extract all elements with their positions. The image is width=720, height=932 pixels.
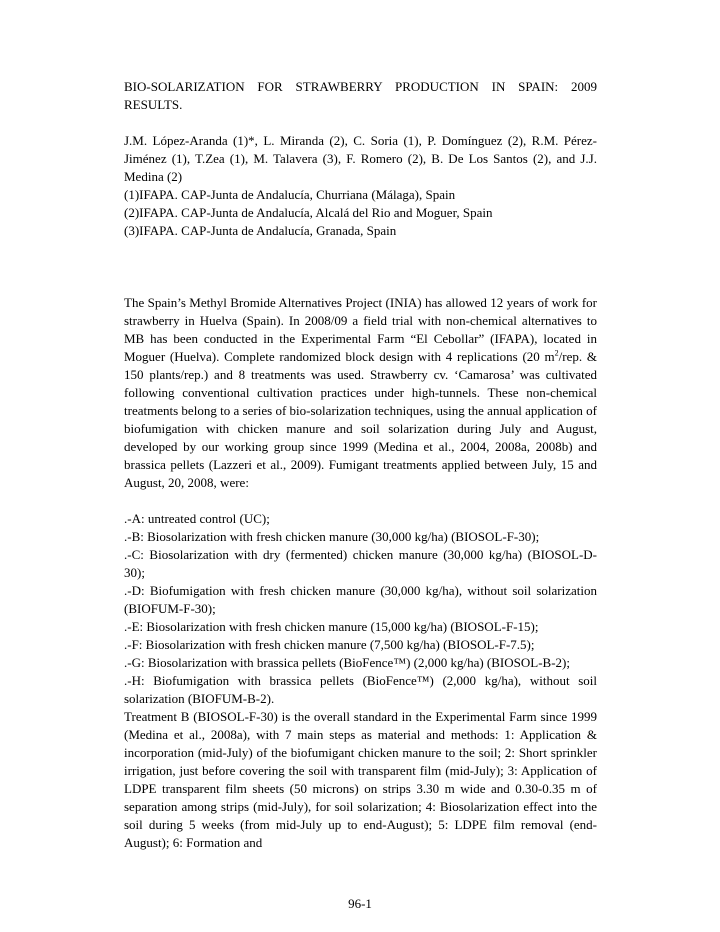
- treatment-g: .-G: Biosolarization with brassica pellets (BioFence™) (2,000 kg/ha) (BIOSOL-B-2);: [124, 655, 570, 670]
- paper-body: [124, 78, 597, 852]
- intro-text-end: /rep. & 150 plants/rep.) and 8 treatments was used. Strawberry cv. ‘Camarosa’ was cultivated following conventional cultivation practices under high-tunnels. These non-chemical treatments belong to a series of bio-solarization techniques, using the annual application of biofumigation with chicken manure and soil solarization during July and August, developed by our working group since 1999 (Medina et al., 2004, 2008a, 2008b) and brassica pellets (Lazzeri et al., 2009). Fumigant treatments applied between July, 15 and August, 20, 2008, were:: [124, 349, 597, 490]
- abstract: [124, 294, 597, 852]
- affiliation-3: (3)IFAPA. CAP-Junta de Andalucía, Granada, Spain: [124, 223, 397, 238]
- page-number: 96-1: [348, 896, 372, 911]
- treatment-f: .-F: Biosolarization with fresh chicken manure (7,500 kg/ha) (BIOSOL-F-7.5);: [124, 637, 535, 652]
- paper-title: BIO-SOLARIZATION FOR STRAWBERRY PRODUCTION IN SPAIN: 2009 RESULTS.: [124, 79, 597, 112]
- treatment-a: .-A: untreated control (UC);: [124, 511, 270, 526]
- treatment-b: .-B: Biosolarization with fresh chicken manure (30,000 kg/ha) (BIOSOL-F-30);: [124, 529, 540, 544]
- author-list: J.M. López-Aranda (1)*, L. Miranda (2), C. Soria (1), P. Domínguez (2), R.M. Pérez-Jiménez (1), T.Zea (1), M. Talavera (3), F. Romero (2), B. De Los Santos (2), and J.J. Medina (2): [124, 133, 597, 184]
- methods-paragraph: Treatment B (BIOSOL-F-30) is the overall standard in the Experimental Farm since 1999 (Medina et al., 2008a), with 7 main steps as material and methods: 1: Application & incorporation (mid-July) of the biofumigant chicken manure to the soil; 2: Short sprinkler irrigation, just before covering the soil with transparent film (mid-July); 3: Application of LDPE transparent film sheets (50 microns) on strips 3.30 m wide and 0.30-0.35 m of separation among strips (mid-July), for soil solarization; 4: Biosolarization effect into the soil during 5 weeks (from mid-July up to end-August); 5: LDPE film removal (end-August); 6: Formation and: [124, 709, 597, 850]
- intro-paragraph: [124, 294, 597, 492]
- treatment-e: .-E: Biosolarization with fresh chicken manure (15,000 kg/ha) (BIOSOL-F-15);: [124, 619, 539, 634]
- intro-text-start: The Spain’s Methyl Bromide Alternatives Project (INIA) has allowed 12 years of work for strawberry in Huelva (Spain). In 2008/09 a field trial with non-chemical alternatives to MB has been conducted in the Experimental Farm “El Cebollar” (IFAPA), located in Moguer (Huelva). Complete randomized block design with 4 replications (20 m: [124, 295, 597, 364]
- treatment-d: .-D: Biofumigation with fresh chicken manure (30,000 kg/ha), without soil solarization (BIOFUM-F-30);: [124, 583, 597, 616]
- superscript-2: 2: [554, 348, 559, 358]
- affiliation-2: (2)IFAPA. CAP-Junta de Andalucía, Alcalá del Rio and Moguer, Spain: [124, 205, 493, 220]
- affiliation-1: (1)IFAPA. CAP-Junta de Andalucía, Churriana (Málaga), Spain: [124, 187, 456, 202]
- treatment-list: [124, 510, 597, 708]
- treatment-h: .-H: Biofumigation with brassica pellets (BioFence™) (2,000 kg/ha), without soil solarization (BIOFUM-B-2).: [124, 673, 597, 706]
- treatment-c: .-C: Biosolarization with dry (fermented) chicken manure (30,000 kg/ha) (BIOSOL-D-30);: [124, 547, 597, 580]
